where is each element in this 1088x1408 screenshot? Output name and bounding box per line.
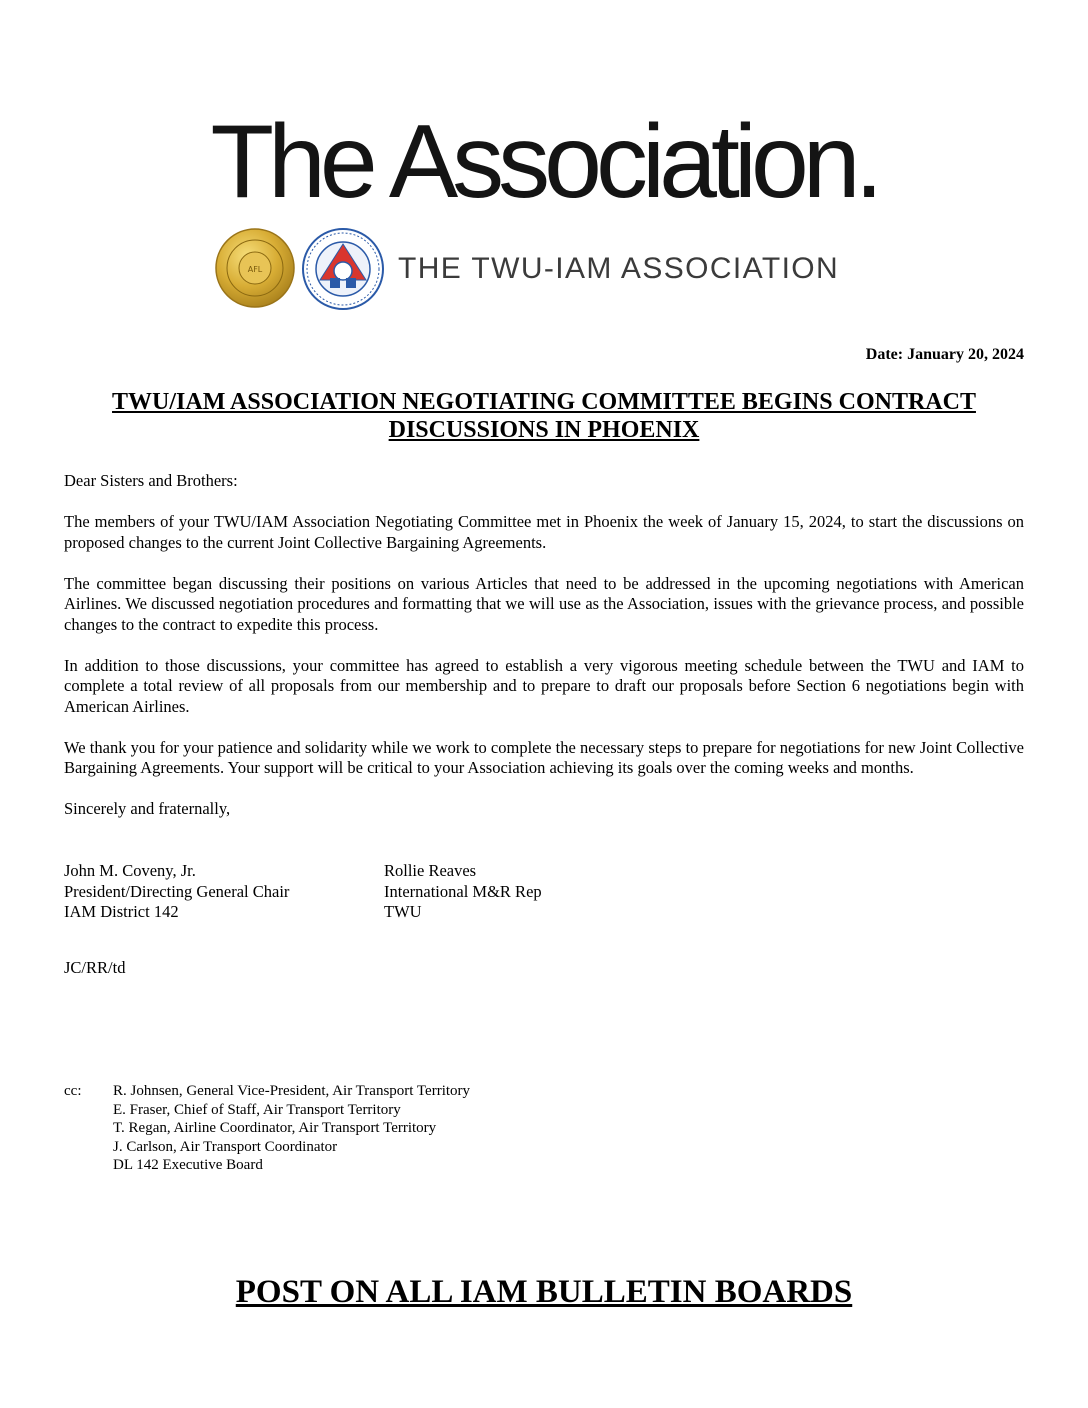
cc-recipient: DL 142 Executive Board: [113, 1157, 263, 1173]
typist-initials: JC/RR/td: [64, 958, 126, 977]
paragraph: In addition to those discussions, your committee has agreed to establish a very vigorous meeting schedule between the TWU and IAM to complete a total review of all proposals from our membership and to prepare to draft our proposals before Section 6 negotiations begin with American Airlines.: [64, 655, 1024, 716]
closing: Sincerely and fraternally,: [64, 799, 231, 818]
signatory-org: TWU: [384, 902, 422, 921]
paragraph: The committee began discussing their positions on various Articles that need to be addressed in the upcoming negotiations with American Airlines. We discussed negotiation procedures and formatting that we will use as the Association, issues with the grievance process, and possible changes to the contract to expedite this process.: [64, 573, 1024, 634]
letter-body: [64, 471, 1024, 840]
iam-seal-icon: [302, 228, 384, 310]
signatory-name: John M. Coveny, Jr.: [64, 861, 196, 880]
headline: TWU/IAM ASSOCIATION NEGOTIATING COMMITTEE BEGINS CONTRACT DISCUSSIONS IN PHOENIX: [112, 389, 976, 443]
cc-recipient: R. Johnsen, General Vice-President, Air Transport Territory: [113, 1083, 471, 1099]
signatory-title: International M&R Rep: [384, 881, 542, 901]
paragraph: We thank you for your patience and solidarity while we work to complete the necessary steps to prepare for negotiations for new Joint Collective Bargaining Agreements. Your support will be critical to your Association achieving its goals over the coming weeks and months.: [64, 737, 1024, 777]
signatory-name: Rollie Reaves: [384, 861, 477, 880]
cc-list: [113, 1082, 470, 1175]
salutation: Dear Sisters and Brothers:: [64, 471, 238, 490]
signatory-org: IAM District 142: [64, 902, 179, 921]
signature-block-left: [64, 861, 289, 923]
twu-seal-icon: [215, 228, 295, 308]
cc-recipient: T. Regan, Airline Coordinator, Air Transport Territory: [113, 1120, 437, 1136]
svg-text:AFL: AFL: [247, 265, 263, 274]
posting-notice: POST ON ALL IAM BULLETIN BOARDS: [235, 1274, 853, 1310]
signature-block-right: [384, 861, 542, 923]
paragraph: The members of your TWU/IAM Association Negotiating Committee met in Phoenix the week of January 15, 2024, to start the discussions on proposed changes to the current Joint Collective Bargaining Agreements.: [64, 512, 1024, 552]
cc-recipient: E. Fraser, Chief of Staff, Air Transport Territory: [113, 1101, 401, 1118]
cc-recipient: J. Carlson, Air Transport Coordinator: [113, 1138, 338, 1155]
association-subtitle: THE TWU-IAM ASSOCIATION: [398, 252, 840, 285]
signatory-title: President/Directing General Chair: [64, 881, 290, 901]
letter-date: Date: January 20, 2024: [865, 346, 1024, 363]
brand-title: The Association.: [210, 104, 878, 220]
cc-label: cc:: [64, 1083, 82, 1099]
